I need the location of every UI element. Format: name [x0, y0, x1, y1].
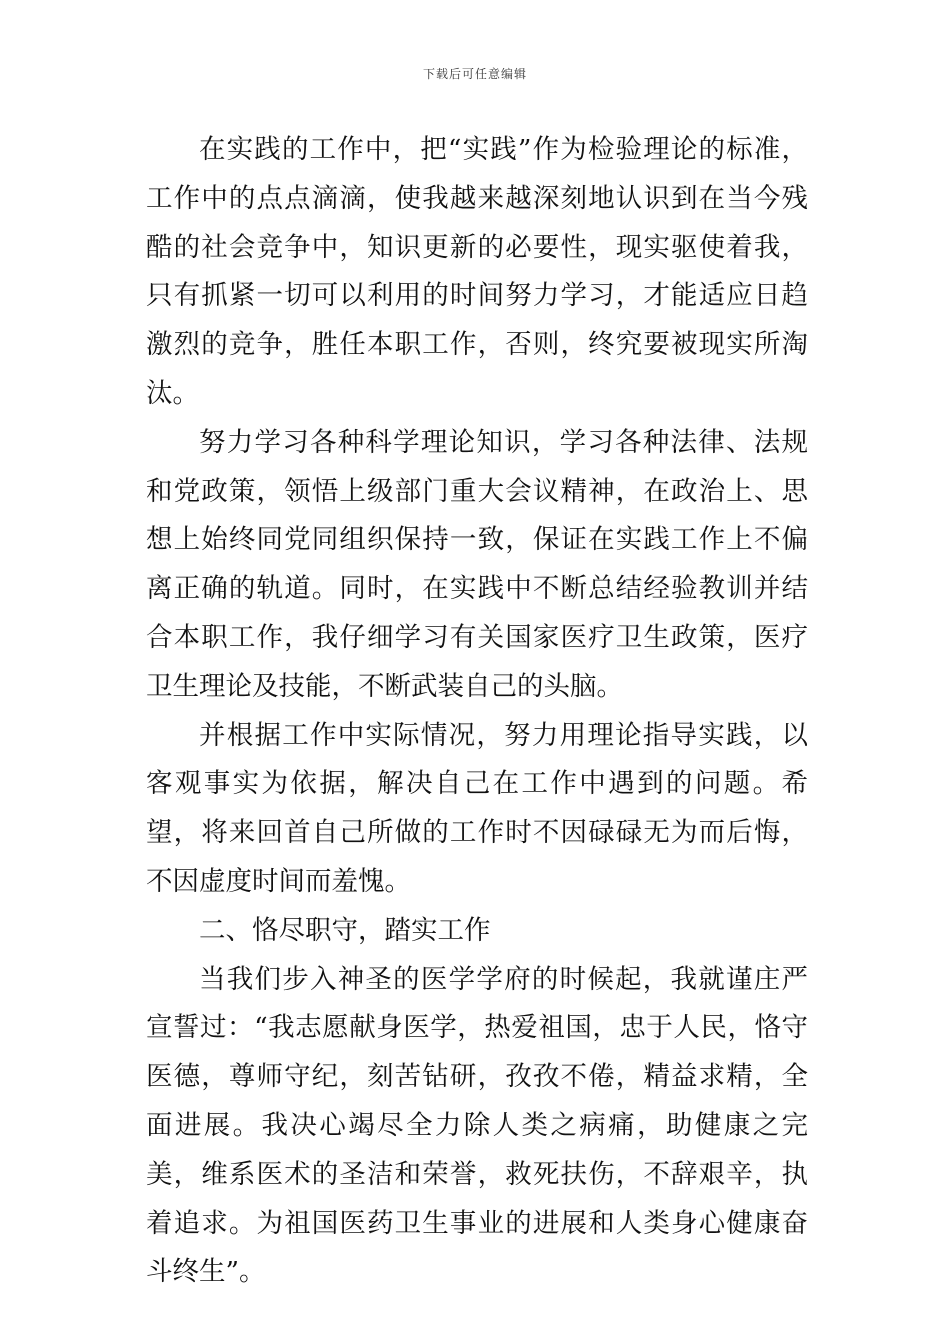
paragraph-practice: 在实践的工作中，把“实践”作为检验理论的标准，工作中的点点滴滴，使我越来越深刻地认识到在当今残酷的社会竞争中，知识更新的必要性，现实驱使着我，只有抓紧一切可以利用的时间努力学习，才能适应日趋激烈的竞争，胜任本职工作，否则，终究要被现实所淘汰。 — [146, 134, 808, 409]
paragraph-study: 努力学习各种科学理论知识，学习各种法律、法规和党政策，领悟上级部门重大会议精神，在政治上、思想上始终同党同组织保持一致，保证在实践工作上不偏离正确的轨道。同时，在实践中不断总结经验教训并结合本职工作，我仔细学习有关国家医疗卫生政策，医疗卫生理论及技能，不断武装自己的头脑。 — [146, 426, 808, 702]
paragraph-apply: 并根据工作中实际情况，努力用理论指导实践，以客观事实为依据，解决自己在工作中遇到的问题。希望，将来回首自己所做的工作时不因碌碌无为而后悔，不因虚度时间而羞愧。 — [146, 719, 808, 897]
paragraph-oath: 当我们步入神圣的医学学府的时候起，我就谨庄严宣誓过：“我志愿献身医学，热爱祖国，忠于人民，恪守医德，尊师守纪，刻苦钻研，孜孜不倦，精益求精，全面进展。我决心竭尽全力除人类之病痛，助健康之完美，维系医术的圣洁和荣誉，救死扶伤，不辞艰辛，执着追求。为祖国医药卫生事业的进展和人类身心健康奋斗终生”。 — [146, 963, 808, 1288]
section-heading: 二、恪尽职守，踏实工作 — [199, 914, 491, 946]
document-body — [146, 126, 808, 1297]
header-note: 下载后可任意编辑 — [422, 67, 527, 81]
